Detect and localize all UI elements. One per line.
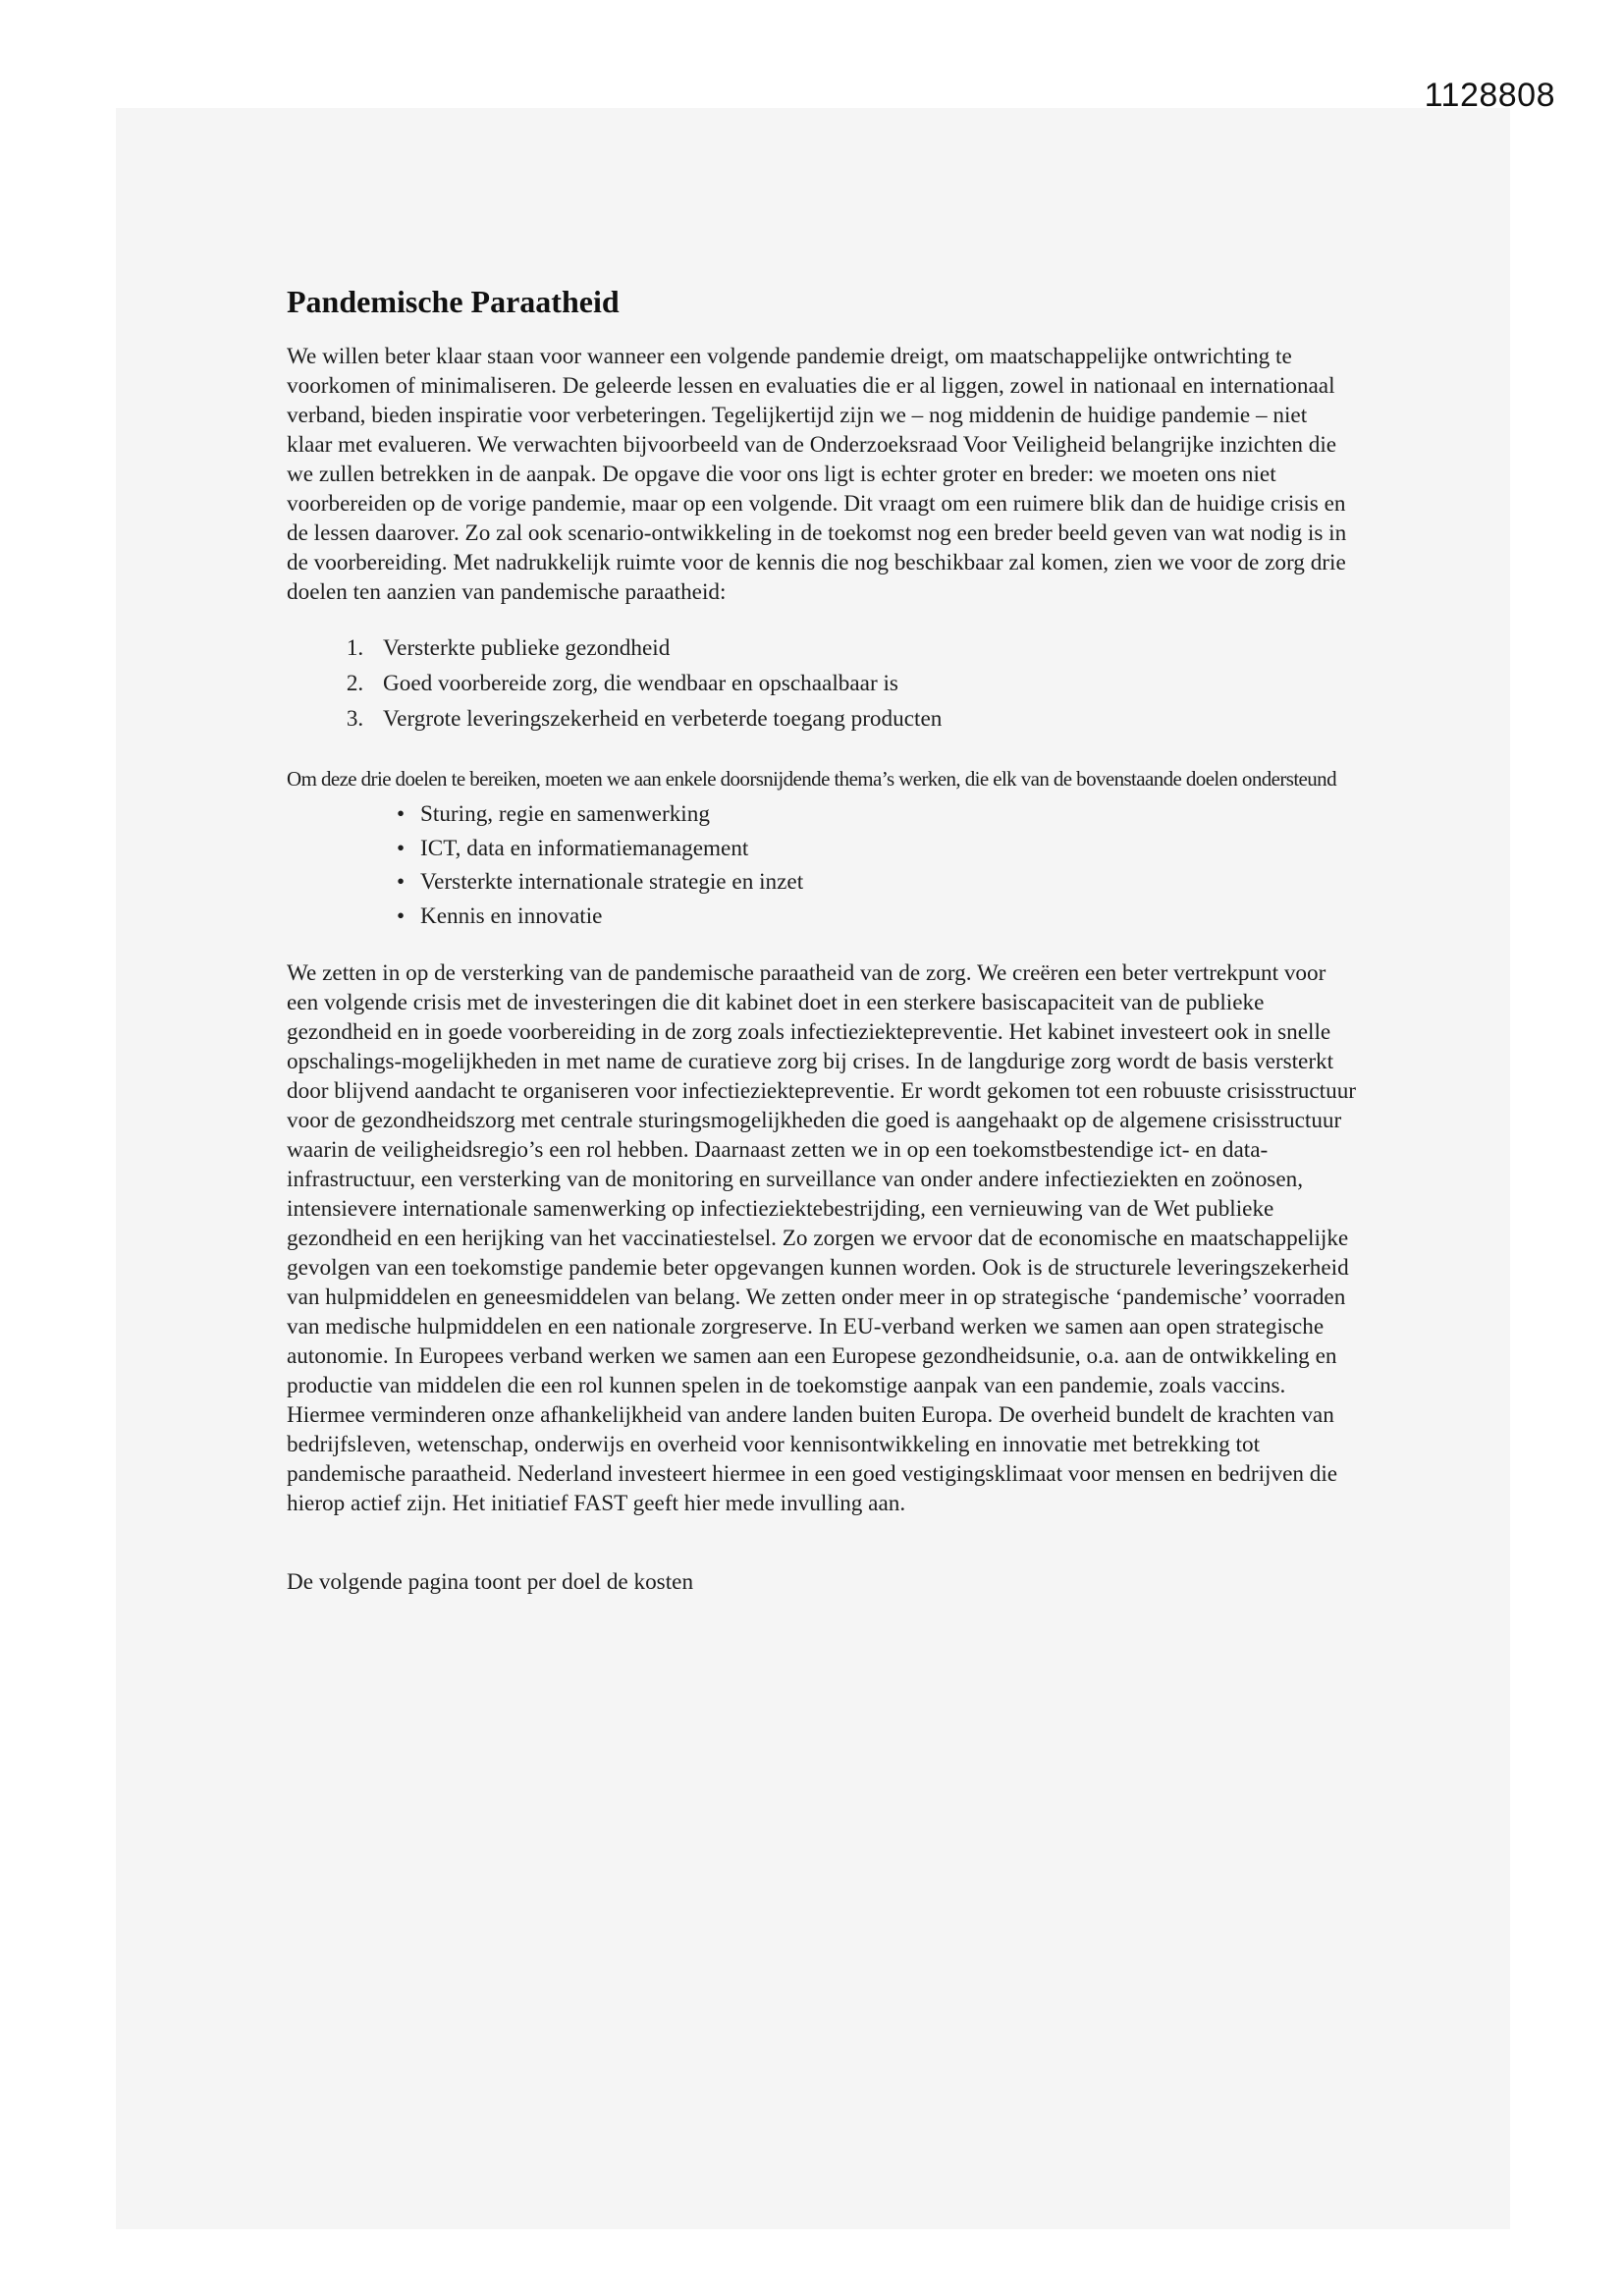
theme-item-label: Sturing, regie en samenwerking <box>420 801 710 828</box>
goal-item: 1. Versterkte publieke gezondheid <box>369 630 1357 666</box>
goals-list <box>287 630 1357 737</box>
bullet-icon: • <box>397 801 406 828</box>
theme-item-label: ICT, data en informatiemanagement <box>420 835 749 861</box>
page-content <box>287 283 1357 1597</box>
theme-item <box>397 797 1357 832</box>
theme-item <box>397 865 1357 900</box>
theme-item <box>397 832 1357 866</box>
theme-item <box>397 900 1357 934</box>
theme-item-label: Kennis en innovatie <box>420 902 603 929</box>
document-id-number: 1128808 <box>1424 77 1555 114</box>
bullet-icon: • <box>397 902 406 929</box>
intro-paragraph: We willen beter klaar staan voor wanneer een volgende pandemie dreigt, om maatschappelijke ontwrichting te voorkomen of minimaliseren. De geleerde lessen en evaluaties die er al liggen, zowel in nationaal en internationaal verband, bieden inspiratie voor verbeteringen. Tegelijkertijd zijn we – nog middenin de huidige pandemie – niet klaar met evalueren. We verwachten bijvoorbeeld van de Onderzoeksraad Voor Veiligheid belangrijke inzichten die we zullen betrekken in de aanpak. De opgave die voor ons ligt is echter groter en breder: we moeten ons niet voorbereiden op de vorige pandemie, maar op een volgende. Dit vraagt om een ruimere blik dan de huidige crisis en de lessen daarover. Zo zal ook scenario-ontwikkeling in de toekomst nog een breder beeld geven van wat nodig is in de voorbereiding. Met nadrukkelijk ruimte voor de kennis die nog beschikbaar zal komen, zien we voor de zorg drie doelen ten aanzien van pandemische paraatheid: <box>287 344 1347 606</box>
goal-item: 3. Vergrote leveringszekerheid en verbeterde toegang producten <box>369 701 1357 737</box>
closing-line: De volgende pagina toont per doel de kosten <box>287 1569 694 1596</box>
goal-item: 2. Goed voorbereide zorg, die wendbaar en opschaalbaar is <box>369 666 1357 701</box>
themes-list <box>287 797 1357 933</box>
page-title: Pandemische Paraatheid <box>287 284 620 319</box>
theme-item-label: Versterkte internationale strategie en inzet <box>420 869 804 896</box>
themes-intro-paragraph: Om deze drie doelen te bereiken, moeten we aan enkele doorsnijdende thema’s werken, die elk van de bovenstaande doelen ondersteund <box>287 767 1336 792</box>
body-paragraph: We zetten in op de versterking van de pandemische paraatheid van de zorg. We creëren een beter vertrekpunt voor een volgende crisis met de investeringen die dit kabinet doet in een sterkere basiscapaciteit van de publieke gezondheid en in goede voorbereiding in de zorg zoals infectieziektepreventie. Het kabinet investeert ook in snelle opschalings-mogelijkheden in met name de curatieve zorg bij crises. In de langdurige zorg wordt de basis versterkt door blijvend aandacht te organiseren voor infectieziektepreventie. Er wordt gekomen tot een robuuste crisisstructuur voor de gezondheidszorg met centrale sturingsmogelijkheden die goed is aangehaakt op de algemene crisisstructuur waarin de veiligheidsregio’s een rol hebben. Daarnaast zetten we in op een toekomstbestendige ict- en data-infrastructuur, een versterking van de monitoring en surveillance van onder andere infectieziekten en zoönosen, intensievere internationale samenwerking op infectieziektebestrijding, een vernieuwing van de Wet publieke gezondheid en een herijking van het vaccinatiestelsel. Zo zorgen we ervoor dat de economische en maatschappelijke gevolgen van een toekomstige pandemie beter opgevangen kunnen worden. Ook is de structurele leveringszekerheid van hulpmiddelen en geneesmiddelen van belang. We zetten onder meer in op strategische ‘pandemische’ voorraden van medische hulpmiddelen en een nationale zorgreserve. In EU-verband werken we samen aan open strategische autonomie. In Europees verband werken we samen aan een Europese gezondheidsunie, o.a. aan de ontwikkeling en productie van middelen die een rol kunnen spelen in de toekomstige aanpak van een pandemie, zoals vaccins. Hiermee verminderen onze afhankelijkheid van andere landen buiten Europa. De overheid bundelt de krachten van bedrijfsleven, wetenschap, onderwijs en overheid voor kennisontwikkeling en innovatie met betrekking tot pandemische paraatheid. Nederland investeert hiermee in een goed vestigingsklimaat voor mensen en bedrijven die hierop actief zijn. Het initiatief FAST geeft hier mede invulling aan. <box>287 960 1357 1517</box>
bullet-icon: • <box>397 835 406 861</box>
bullet-icon: • <box>397 869 406 896</box>
